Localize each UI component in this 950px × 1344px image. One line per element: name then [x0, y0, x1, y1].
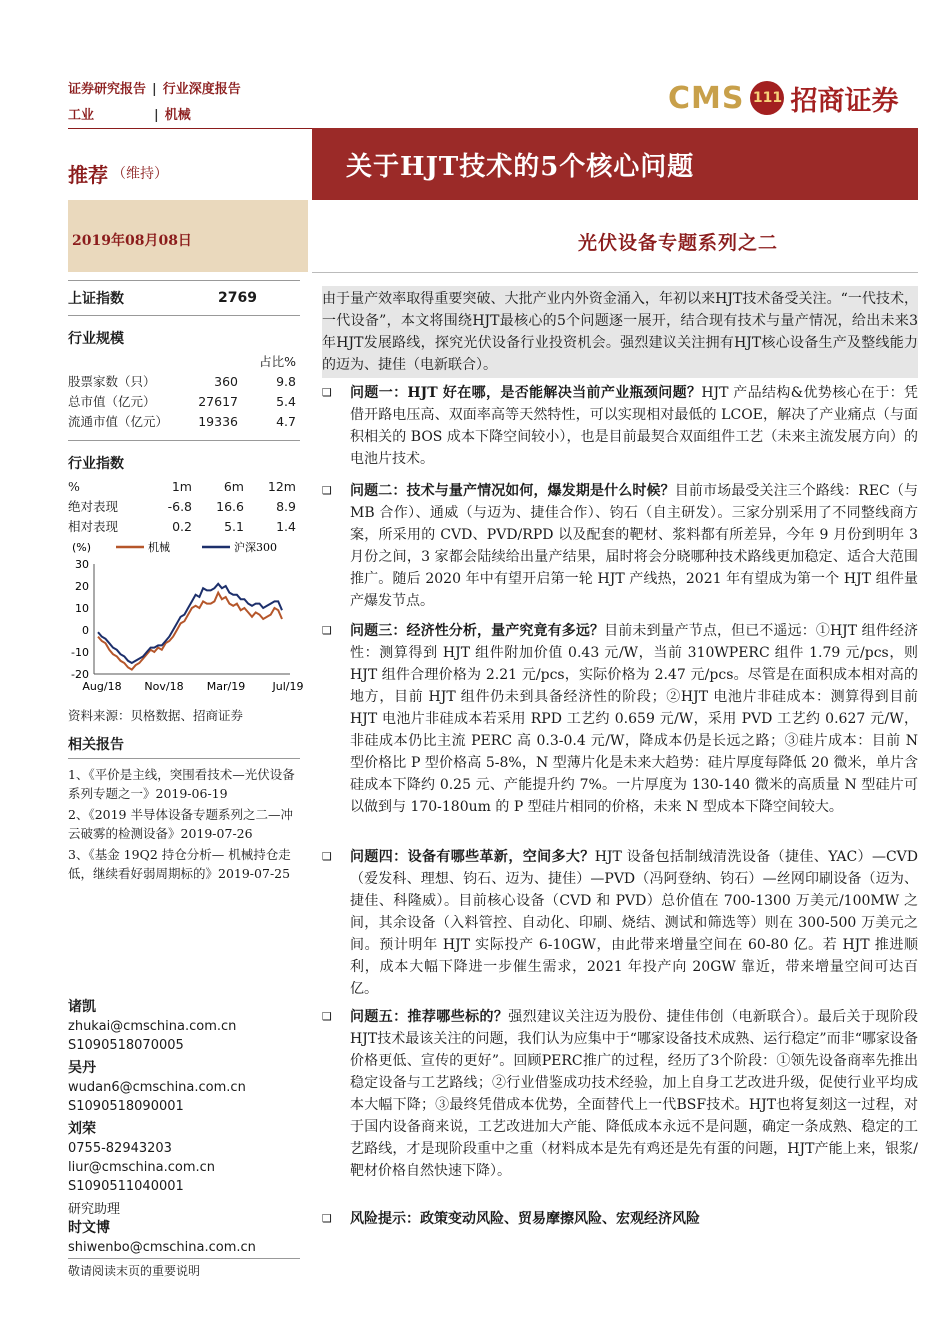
analyst-contact: S1090518090001: [68, 1099, 184, 1114]
y-tick-label: -10: [71, 646, 89, 659]
related-title: 相关报告: [68, 737, 124, 753]
related-report-item[interactable]: 1、《平价是主线，突围看技术—光伏设备系列专题之一》2019-06-19: [68, 767, 295, 801]
perf-header-1m: 1m: [171, 479, 192, 494]
chart-source: 资料来源：贝格数据、招商证券: [68, 708, 244, 723]
footer-disclaimer: 敬请阅读末页的重要说明: [68, 1264, 201, 1278]
perf-row-12m: 8.9: [276, 499, 296, 514]
key-point-text: 目前未到量产节点，但已不遥远：①HJT 组件经济性：测算得到 HJT 组件附加价值 0.43 元/W，当前 310WPERC 组件 1.79 元/pcs，则 HJT 组件合理价格为 2.21 元/pcs，实际价格为 2.47 元/pcs。尽管是在面积成本相对高的地方，目前 HJT 组件仍未到具备经济性的阶段；②HJT 电池片非硅成本：测算得到目前 HJT 电池片非硅成本若采用 RPD 工艺约 0.659 元/W，采用 PVD 工艺约 0.627 元/W，非硅成本仍比主流 PERC 高 0.3-0.4 元/W，降成本仍是长远之路；③硅片成本：目前 N 型价格比 P 型价格高 5-8%，N 型薄片化是未来大趋势：硅片厚度每降低 20 微米，单片含硅成本下降约 0.25 元、产能提升约 7%。一片厚度为 130-140 微米的高质量 N 型硅片可以做到与 170-180um 的 P 型硅片相同的价格，未来 N 型成本下降空间较大。: [350, 623, 919, 815]
analyst-name: 诸凯: [68, 999, 96, 1015]
scale-row-value: 19336: [198, 414, 238, 429]
analyst-contact: 0755-82943203: [68, 1141, 172, 1156]
perf-header-row: [68, 477, 300, 497]
scale-header-pct: 占比%: [259, 354, 296, 369]
key-point: [322, 846, 918, 1000]
bullet-marker-icon: ❑: [322, 624, 332, 637]
bullet-marker-icon: ❑: [322, 386, 332, 399]
logo-mark-icon: 111: [750, 81, 784, 115]
bullet-marker-icon: ❑: [322, 850, 332, 863]
analyst-contact[interactable]: shiwenbo@cmschina.com.cn: [68, 1240, 256, 1255]
key-point-text: 强烈建议关注迈为股份、捷佳伟创（电新联合）。最后关于现阶段HJT技术最该关注的问题，我们认为应集中于“哪家设备技术成熟、运行稳定”而非“哪家设备价格更低、宣传的更好”。回顾PERC推广的过程，经历了3个阶段：①领先设备商率先推出稳定设备与工艺路线；②行业借鉴成功技术经验，加上自身工艺改进升级，促使行业平均成本大幅下降；③最终凭借成本优势，全面替代上一代BSF技术。HJT也将复刻这一过程，对于国内设备商来说，工艺改进加大产能、降低成本永远不是问题，确定一条成熟、稳定的工艺路线，才是现阶段重中之重（材料成本是先有鸡还是先有蛋的问题，HJT产能上来，银浆/靶材价格自然快速下降）。: [350, 1009, 919, 1179]
analyst-contact[interactable]: liur@cmschina.com.cn: [68, 1160, 216, 1175]
scale-header-row: [68, 352, 300, 372]
key-point-lead: 问题三：经济性分析，量产究竟有多远？: [350, 623, 605, 639]
perf-header-6m: 6m: [223, 479, 244, 494]
y-tick-label: 10: [75, 602, 89, 615]
key-point: [322, 1006, 918, 1182]
sidebar: [68, 280, 300, 537]
key-point: [322, 480, 918, 612]
sector-label: 工业: [68, 108, 95, 123]
related-report-item[interactable]: 3、《基金 19Q2 持仓分析— 机械持仓走低，继续看好弱周期标的》2019-07-25: [68, 847, 291, 881]
rating: [68, 148, 168, 198]
perf-row: [68, 517, 300, 537]
index-value: 2769: [218, 290, 257, 306]
analyst-name: 时文博: [68, 1220, 110, 1236]
bullet-marker-icon: ❑: [322, 1212, 332, 1225]
analyst: [68, 1120, 300, 1196]
scale-row-label: 股票家数（只）: [68, 374, 156, 389]
legend-label: 沪深300: [234, 541, 277, 554]
perf-header-unit: %: [68, 479, 80, 494]
x-tick-label: Nov/18: [144, 680, 184, 693]
x-tick-label: Jul/19: [272, 680, 304, 693]
analyst-contact[interactable]: wudan6@cmschina.com.cn: [68, 1080, 246, 1095]
perf-row: [68, 497, 300, 517]
analyst-name: 吴丹: [68, 1060, 96, 1076]
scale-title: 行业规模: [68, 331, 124, 347]
key-point-text: HJT 产品结构&优势核心在于：凭借开路电压高、双面率高等天然特性，可以实现相对最低的 LCOE，解决了产业痛点（与面积相关的 BOS 成本下降空间较小），也是目前最契合双面组件工艺（未来主流发展方向）的电池片技术。: [350, 385, 918, 467]
industry-index-chart: [68, 536, 304, 696]
category-label: 证券研究报告: [68, 82, 147, 97]
y-tick-label: 30: [75, 558, 89, 571]
scale-row-value: 360: [214, 374, 238, 389]
cms-logo: [668, 76, 898, 120]
analyst: [68, 1200, 300, 1257]
abstract-text: 由于量产效率取得重要突破、大批产业内外资金涌入，年初以来HJT技术备受关注。“一代技术，一代设备”，本文将围绕HJT最核心的5个问题逐一展开，结合现有技术与量产情况，给出未来3年HJT发展路线，探究光伏设备行业投资机会。强烈建议关注拥有HJT核心设备生产及整线能力的迈为、捷佳（电新联合）。: [322, 291, 918, 373]
x-tick-label: Aug/18: [82, 680, 122, 693]
scale-row: [68, 412, 300, 432]
perf-row-6m: 5.1: [224, 519, 244, 534]
sidebar-divider: [68, 315, 300, 316]
rating-main: 推荐: [68, 162, 108, 187]
scale-row-value: 27617: [198, 394, 238, 409]
report-type-label: 行业深度报告: [162, 82, 241, 97]
scale-row-pct: 9.8: [276, 374, 296, 389]
scale-table: [68, 372, 300, 432]
analyst: [68, 998, 300, 1055]
subtitle-band: [312, 200, 918, 273]
scale-row-pct: 4.7: [276, 414, 296, 429]
rating-sub: （维持）: [112, 166, 168, 182]
related-reports: [68, 765, 300, 883]
key-point: [322, 1208, 918, 1230]
y-tick-label: 0: [82, 624, 89, 637]
key-point-lead: 问题一：HJT 好在哪，是否能解决当前产业瓶颈问题？: [350, 385, 702, 401]
report-subtitle: 光伏设备专题系列之二: [577, 232, 778, 254]
sidebar-divider: [68, 440, 300, 441]
scale-row-label: 总市值（亿元）: [68, 394, 156, 409]
analyst-contact: S1090518070005: [68, 1038, 184, 1053]
logo-cms-text: CMS: [668, 80, 745, 116]
key-point-text: HJT 设备包括制绒清洗设备（捷佳、YAC）—CVD（爱发科、理想、钧石、迈为、捷佳）—PVD（冯阿登纳、钧石）—丝网印刷设备（迈为、捷佳、科隆威）。目前核心设备（CVD 和 PVD）总价值在 700-1300 万美元/100MW 之间，其余设备（入料管控、自动化、印刷、烧结、测试和筛选等）则在 300-500 万美元之间。预计明年 HJT 实际投产 6-10GW，由此带来增量空间在 60-80 亿。若 HJT 推进顺利，成本大幅下降进一步催生需求，2021 年投产向 20GW 靠近，带来增量空间可达百亿。: [350, 849, 919, 997]
analyst-list: [68, 998, 300, 1261]
bullet-marker-icon: ❑: [322, 484, 332, 497]
x-tick-label: Mar/19: [206, 680, 246, 693]
date-band: [68, 200, 308, 272]
perf-row-1m: 0.2: [172, 519, 192, 534]
key-point-lead: 问题四：设备有哪些革新，空间多大？: [350, 849, 595, 865]
key-point-lead: 风险提示：政策变动风险、贸易摩擦风险、宏观经济风险: [350, 1211, 700, 1227]
chart-ylabel: (%): [72, 541, 92, 554]
index-label: 上证指数: [68, 291, 124, 307]
analyst-name: 刘荣: [68, 1121, 96, 1137]
title-band: [312, 128, 918, 200]
scale-row: [68, 392, 300, 412]
perf-table: [68, 497, 300, 537]
perf-row-6m: 16.6: [216, 499, 244, 514]
y-tick-label: 20: [75, 580, 89, 593]
report-sector: 工业 | 机械: [68, 108, 191, 123]
abstract-box: [322, 286, 918, 378]
perf-row-12m: 1.4: [276, 519, 296, 534]
report-date: 2019年08月08日: [72, 233, 192, 249]
bullet-marker-icon: ❑: [322, 1010, 332, 1023]
report-title: 关于HJT技术的5个核心问题: [346, 151, 695, 182]
scale-row-pct: 5.4: [276, 394, 296, 409]
analyst-role: 研究助理: [68, 1202, 121, 1217]
sub-sector-label: 机械: [164, 108, 191, 123]
analyst: [68, 1059, 300, 1116]
perf-title: 行业指数: [68, 456, 124, 472]
key-point: [322, 382, 918, 470]
sidebar-divider: [68, 758, 300, 759]
analyst-contact: S1090511040001: [68, 1179, 184, 1194]
footer-divider: [68, 1258, 300, 1259]
series-line-1: [98, 584, 282, 663]
analyst-contact[interactable]: zhukai@cmschina.com.cn: [68, 1019, 237, 1034]
perf-header-12m: 12m: [267, 479, 296, 494]
report-category: 证券研究报告 | 行业深度报告: [68, 82, 241, 97]
key-point-text: 目前市场最受关注三个路线：REC（与 MB 合作）、通威（与迈为、捷佳合作）、钧石（自主研发）。三家分别采用了不同整线商方案，所采用的 CVD、PVD/RPD 以及配套的靶材、浆料都有所差异，今年 9 月份到明年 3 月份之间，3 家都会陆续给出量产结果，届时将会分晓哪种技术路线更加稳定、适合大范围推广。随后 2020 年中有望开启第一轮 HJT 产线热，2021 年有望成为第一个 HJT 组件量产爆发节点。: [350, 483, 918, 609]
scale-row-label: 流通市值（亿元）: [68, 414, 169, 429]
perf-row-1m: -6.8: [167, 499, 192, 514]
perf-row-label: 绝对表现: [68, 499, 119, 514]
key-point-lead: 问题二：技术与量产情况如何，爆发期是什么时候？: [350, 483, 675, 499]
y-tick-label: -20: [71, 668, 89, 681]
logo-company-name: 招商证券: [790, 85, 899, 117]
legend-label: 机械: [148, 541, 170, 554]
sidebar-lower: [68, 706, 300, 885]
related-report-item[interactable]: 2、《2019 半导体设备专题系列之二—冲云破雾的检测设备》2019-07-26: [68, 807, 293, 841]
perf-row-label: 相对表现: [68, 519, 119, 534]
scale-row: [68, 372, 300, 392]
key-point-lead: 问题五：推荐哪些标的？: [350, 1009, 509, 1025]
key-point: [322, 620, 918, 818]
index-row: [68, 281, 300, 315]
